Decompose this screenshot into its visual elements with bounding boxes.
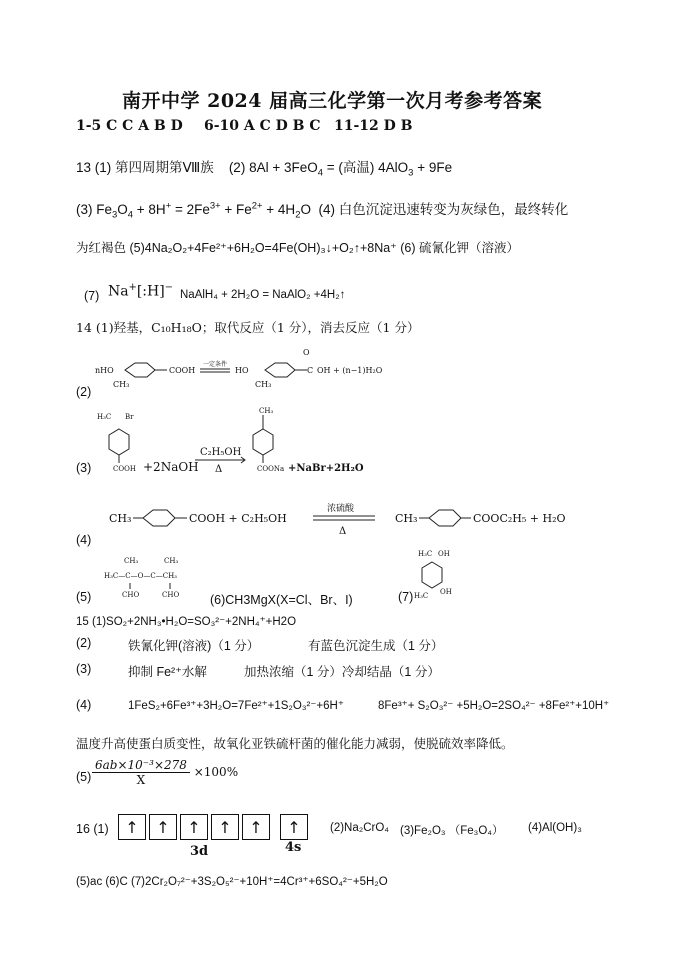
ring-3b: [253, 429, 273, 455]
q14-4-reaction-diagram: [105, 498, 585, 540]
svg-text:O: O: [303, 348, 310, 357]
svg-text:COONa: COONa: [257, 465, 285, 473]
orbital-4s: ↑: [280, 814, 308, 840]
reactant-text: nHO: [95, 366, 114, 375]
q15-4-label: (4): [76, 698, 92, 712]
q13-part2b: = (高温) 4Al: [326, 160, 398, 175]
q14-3-label: (3): [76, 461, 92, 475]
ring-3a: [109, 429, 129, 455]
svg-text:CH₃: CH₃: [109, 512, 132, 525]
orbital-3d-4: ↑: [211, 814, 239, 840]
page-title: 南开中学 2024 届高三化学第一次月考参考答案: [122, 90, 543, 112]
svg-text:CH₃: CH₃: [113, 380, 130, 389]
q15-5-tail: ×100%: [193, 765, 239, 779]
q15-line1: 15 (1)SO₂+2NH₃•H₂O=SO₃²⁻+2NH₄⁺+H2O: [76, 616, 297, 628]
ring-4b: [429, 510, 461, 526]
svg-text:CH₃: CH₃: [164, 557, 179, 565]
naH-structure: Na+[:H]−: [108, 282, 173, 300]
q15-2-label: (2): [76, 636, 92, 650]
svg-text:浓硫酸: 浓硫酸: [327, 504, 355, 514]
svg-text:CH₃: CH₃: [124, 557, 139, 565]
ring-2: [265, 363, 295, 377]
svg-text:H₃C: H₃C: [418, 550, 433, 558]
svg-text:OH: OH: [438, 550, 450, 558]
q15-5-formula: [92, 758, 238, 787]
q16-1-label: 16 (1): [76, 822, 109, 836]
svg-text:CH₃: CH₃: [259, 407, 274, 415]
q14-3-reaction-diagram: [95, 405, 375, 477]
q14-7-structure: [414, 548, 464, 600]
q15-5-label: (5): [76, 770, 92, 784]
q13-line3: 为红褐色 (5)4Na₂O₂+4Fe²⁺+6H₂O=4Fe(OH)₃↓+O₂↑+8Na⁺ (6) 硫氰化钾（溶液）: [76, 241, 519, 255]
mc-answers-11-12: 11-12 D B: [334, 118, 413, 134]
orbital-3d-3: ↑: [180, 814, 208, 840]
svg-text:H: H: [235, 366, 242, 375]
q15-4-explanation: 温度升高使蛋白质变性，故氧化亚铁硫杆菌的催化能力减弱，使脱硫效率降低。: [76, 736, 514, 751]
q15-4-equation-2: 8Fe³⁺+ S₂O₃²⁻ +5H₂O=2SO₄²⁻ +8Fe²⁺+10H⁺: [378, 700, 610, 712]
q14-2-reaction-diagram: [95, 345, 425, 395]
mc-answers-1-5: 1-5 C C A B D: [76, 118, 183, 134]
q15-3-operations: 加热浓缩（1 分）冷却结晶（1 分）: [244, 665, 440, 679]
q13-7-label: (7): [84, 289, 100, 303]
label-4s: 4s: [285, 840, 302, 855]
q13-part2c: + 9Fe: [417, 160, 453, 175]
svg-text:Δ: Δ: [339, 526, 347, 537]
svg-text:CH₃: CH₃: [395, 512, 418, 525]
ring-7: [422, 562, 442, 588]
q14-4-label: (4): [76, 533, 92, 547]
orbital-3d-5: ↑: [242, 814, 270, 840]
q16-3-answer: (3)Fe₂O₃ （Fe₃O₄）: [400, 825, 504, 837]
q15-3-purpose: 抑制 Fe²⁺水解: [128, 665, 207, 679]
orbital-3d-1: ↑: [118, 814, 146, 840]
q14-6-answer: (6)CH3MgX(X=Cl、Br、I): [210, 593, 353, 607]
r3-right: +NaBr+2H₂O: [288, 463, 364, 474]
q13-part1: 13 (1) 第四周期第Ⅷ族: [76, 160, 214, 175]
svg-text:OH + (n−1)H₂O: OH + (n−1)H₂O: [317, 366, 383, 375]
r3-reagent: C₂H₅OH: [200, 447, 242, 458]
q15-5-denominator: X: [136, 773, 146, 787]
q15-4-equation-1: 1FeS₂+6Fe³⁺+3H₂O=7Fe²⁺+1S₂O₃²⁻+6H⁺: [128, 700, 344, 712]
svg-text:H₃C: H₃C: [414, 592, 429, 600]
q13-line2: (3) $Fe_3O_4 + 8H^+ = 2Fe^{3+} + Fe^{2+} + 4H_2O$ (4) 白色沉淀迅速转变为灰绿色，最终转化: [76, 200, 569, 221]
ring-1: [125, 363, 155, 377]
q13-7-equation: NaAlH₄ + 2H₂O = NaAlO₂ +4H₂↑: [180, 289, 346, 301]
q15-2-reagent: 铁氰化钾(溶液)（1 分）: [128, 639, 260, 653]
q14-2-label: (2): [76, 385, 92, 399]
svg-text:OH: OH: [440, 588, 452, 596]
orbital-3d-2: ↑: [149, 814, 177, 840]
svg-text:H₃C: H₃C: [97, 413, 112, 421]
q13-part3: (3) Fe: [76, 202, 113, 217]
svg-text:Δ: Δ: [215, 464, 223, 475]
ring-4a: [143, 510, 175, 526]
q15-5-numerator: 6ab×10⁻³×278: [92, 758, 190, 773]
label-3d: 3d: [190, 844, 209, 859]
q16-4-answer: (4)Al(OH)₃: [528, 822, 582, 834]
q15-3-label: (3): [76, 662, 92, 676]
svg-text:O: O: [242, 366, 249, 375]
r3-left: +2NaOH: [143, 460, 199, 474]
q14-5-structure: [104, 553, 214, 603]
q15-2-observation: 有蓝色沉淀生成（1 分）: [308, 639, 444, 653]
svg-text:CHO: CHO: [122, 591, 140, 599]
svg-text:CHO: CHO: [162, 591, 180, 599]
svg-text:COOH: COOH: [169, 366, 196, 375]
q14-7-label: (7): [398, 590, 414, 604]
q16-2-answer: (2)Na₂CrO₄: [330, 822, 389, 834]
svg-text:COOH + C₂H₅OH: COOH + C₂H₅OH: [189, 512, 287, 525]
svg-text:COOC₂H₅ + H₂O: COOC₂H₅ + H₂O: [473, 512, 566, 525]
q14-5-label: (5): [76, 590, 92, 604]
q14-line1: 14 (1)羟基，C₁₀H₁₈O；取代反应（1 分），消去反应（1 分）: [76, 320, 420, 335]
svg-text:C: C: [307, 366, 314, 375]
q13-part4: (4) 白色沉淀迅速转变为灰绿色，最终转化: [318, 202, 569, 217]
svg-text:COOH: COOH: [113, 465, 136, 473]
q13-part2: (2) 8Al + 3Fe: [228, 160, 308, 175]
svg-text:H₃C—C—O—C—CH₃: H₃C—C—O—C—CH₃: [104, 572, 177, 580]
svg-text:一定条件: 一定条件: [203, 361, 228, 368]
svg-text:CH₃: CH₃: [255, 380, 272, 389]
q16-5-7-answers: (5)ac (6)C (7)2Cr₂O₇²⁻+3S₂O₅²⁻+10H⁺=4Cr³⁺+6SO₄²⁻+5H₂O: [76, 876, 388, 888]
q13-line1: 13 (1) 第四周期第Ⅷ族 (2) 8Al + 3FeO$_4$ = (高温) 4AlO$_3$ + 9Fe: [76, 160, 453, 179]
mc-answers-6-10: 6-10 A C D B C: [204, 118, 321, 134]
svg-text:Br: Br: [125, 413, 134, 421]
